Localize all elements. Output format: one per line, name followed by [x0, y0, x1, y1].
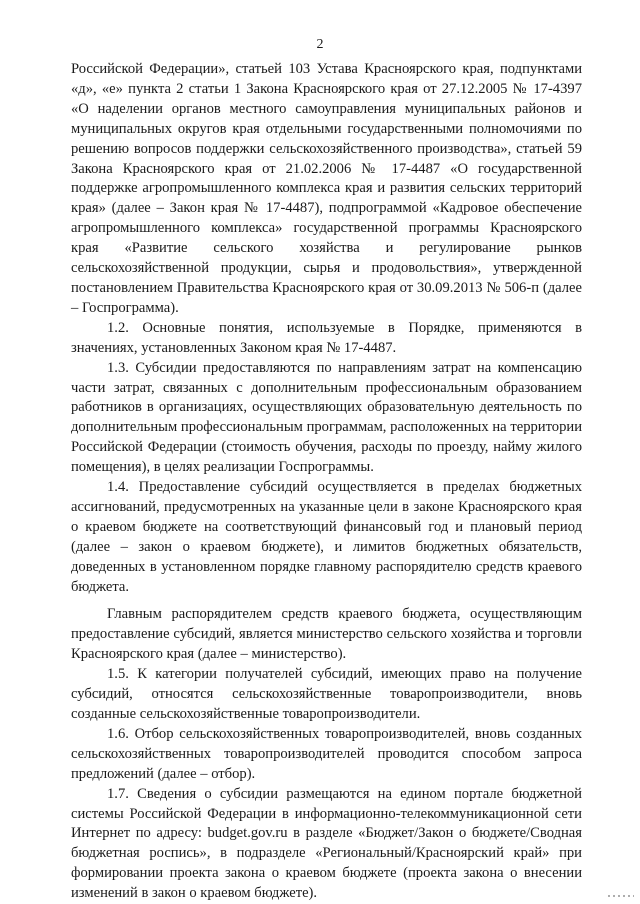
scan-artifact: [608, 895, 634, 897]
paragraph-1-5: 1.5. К категории получателей субсидий, имеющих право на получение субсидий, относятся сельскохозяйственные товаропроизводители, вновь созданные сельскохозяйственные товаропроизводители.: [71, 666, 582, 722]
page-number: 2: [316, 37, 324, 52]
paragraph-1-6: 1.6. Отбор сельскохозяйственных товаропроизводителей, вновь созданных сельскохозяйственных товаропроизводителей проводится способом запроса предложений (далее – отбор).: [71, 725, 582, 782]
paragraph-1-3: 1.3. Субсидии предоставляются по направлениям затрат на компенсацию части затрат, связанных с дополнительным профессиональным образованием работников в организациях, осуществляющих образовательную деятельность по дополнительным профессиональным программам, расположенных на территории Российской Федерации (стоимость обучения, расходы по проезду, найму жилого помещения), в целях реализации Госпрограммы.: [71, 359, 582, 476]
paragraph-1-4: 1.4. Предоставление субсидий осуществляется в пределах бюджетных ассигнований, предусмотренных на указанные цели в законе Красноярского края о краевом бюджете на соответствующий финансовый год и плановый период (далее – закон о краевом бюджете), и лимитов бюджетных обязательств, доведенных в установленном порядке главному распорядителю средств краевого бюджета.: [71, 479, 582, 595]
document-body: [71, 60, 582, 904]
paragraph-main-administrator: Главным распорядителем средств краевого бюджета, осуществляющим предоставление субсидий, является министерство сельского хозяйства и торговли Красноярского края (далее – министерство).: [71, 606, 582, 663]
paragraph-legal-basis: Российской Федерации», статьей 103 Устава Красноярского края, подпунктами «д», «е» пункта 2 статьи 1 Закона Красноярского края от 27.12.2005 № 17-4397 «О наделении органов местного самоуправления муниципальных районов и муниципальных округов края отдельными государственными полномочиями по решению вопросов поддержки сельскохозяйственного производства», статьей 59 Закона Красноярского края от 21.02.2006 № 17-4487 «О государственной поддержке агропромышленного комплекса края и развития сельских территорий края» (далее – Закон края № 17-4487), подпрограммой «Кадровое обеспечение агропромышленного комплекса» государственной программы Красноярского края «Развитие сельского хозяйства и регулирование рынков сельскохозяйственной продукции, сырья и продовольствия», утвержденной постановлением Правительства Красноярского края от 30.09.2013 № 506-п (далее – Госпрограмма).: [71, 61, 582, 316]
paragraph-1-2: 1.2. Основные понятия, используемые в Порядке, применяются в значениях, установленных Законом края № 17-4487.: [71, 319, 582, 356]
paragraph-1-7: 1.7. Сведения о субсидии размещаются на едином портале бюджетной системы Российской Федерации в информационно-телекоммуникационной сети Интернет по адресу: budget.gov.ru в разделе «Бюджет/Закон о бюджете/Сводная бюджетная роспись», в подразделе «Региональный/Красноярский край» при формировании проекта закона о краевом бюджете (проекта закона о внесении изменений в закон о краевом бюджете).: [71, 785, 582, 902]
